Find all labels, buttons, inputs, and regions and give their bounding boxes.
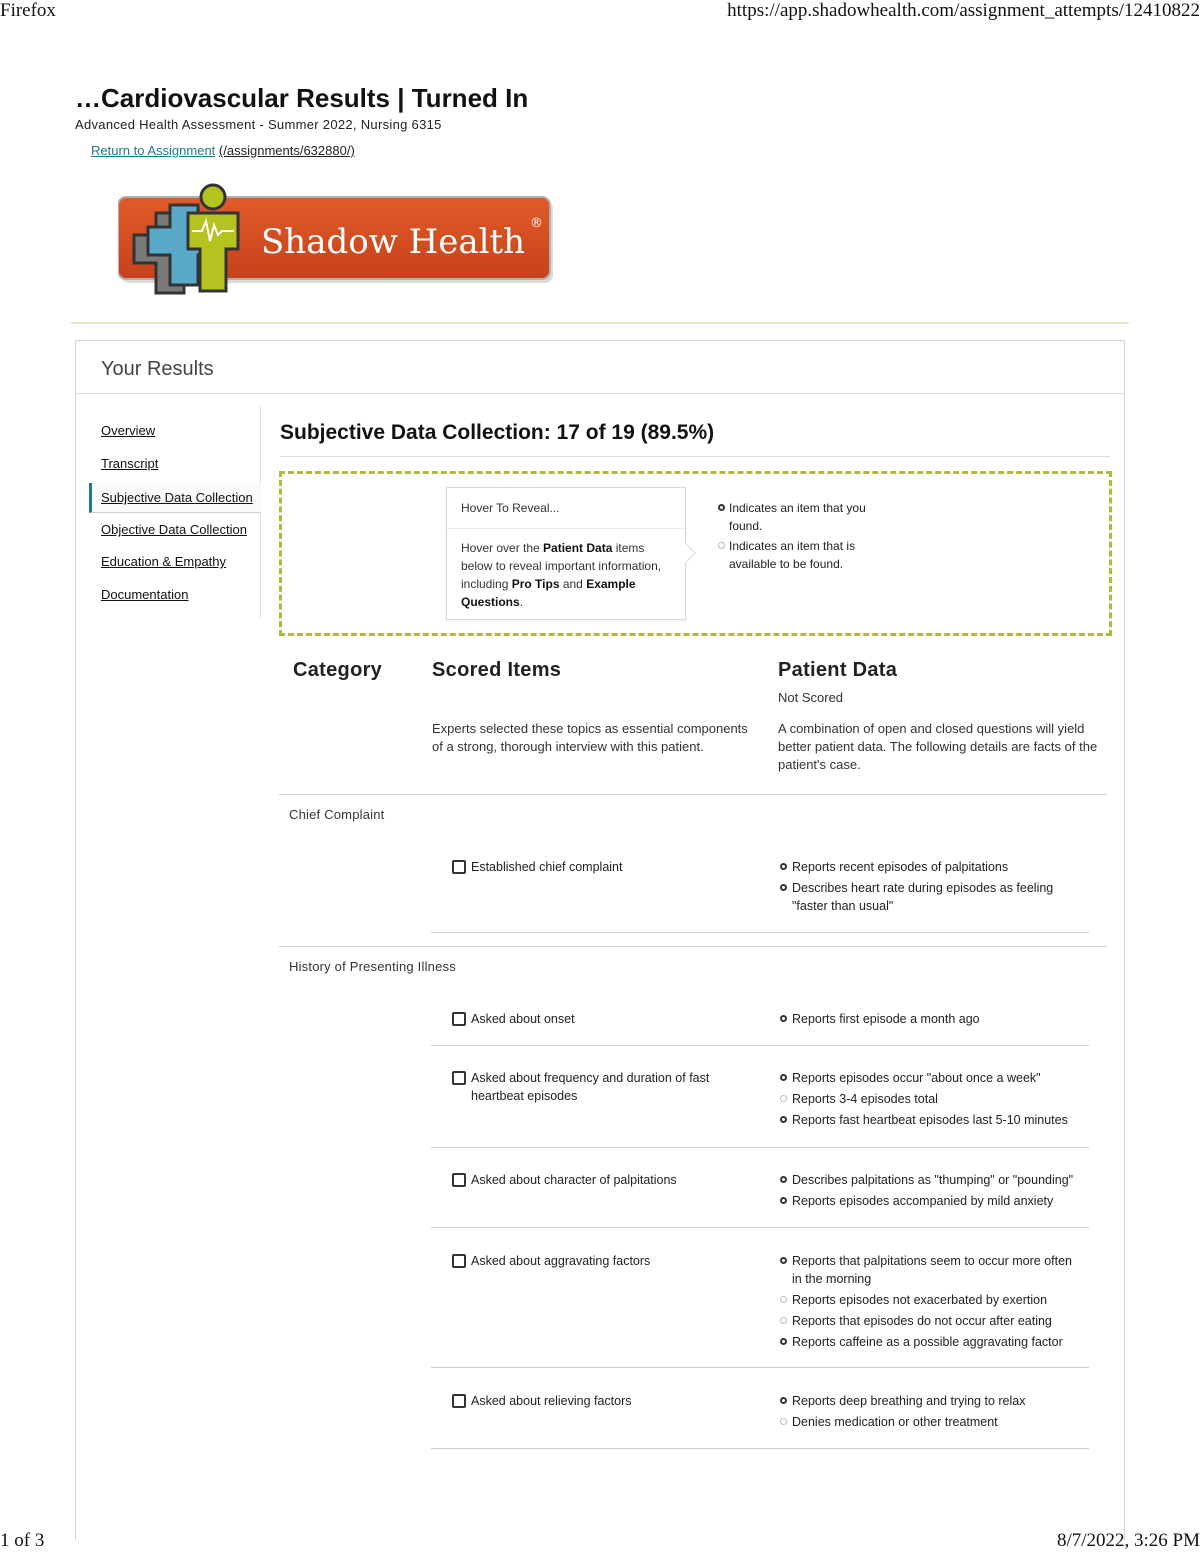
print-datetime: 8/7/2022, 3:26 PM [1056, 1530, 1200, 1551]
hover-divider [447, 528, 685, 529]
patient-data-item[interactable]: Describes heart rate during episodes as feeling "faster than usual" [780, 879, 1080, 915]
found-dot-icon [780, 1176, 787, 1183]
patient-data-item[interactable]: Reports 3-4 episodes total [780, 1090, 1080, 1108]
checkbox-icon[interactable] [452, 1173, 466, 1187]
print-footer [0, 1530, 1200, 1553]
available-dot-icon [718, 542, 725, 549]
patient-data-item[interactable]: Describes palpitations as "thumping" or "pounding" [780, 1171, 1080, 1189]
row-rule [431, 1045, 1089, 1046]
scored-item: Established chief complaint [452, 858, 752, 876]
found-dot-icon [780, 1397, 787, 1404]
patient-data-item[interactable]: Reports caffeine as a possible aggravating factor [780, 1333, 1080, 1351]
category-chief-complaint: Chief Complaint [289, 807, 385, 822]
patient-data-item[interactable]: Reports deep breathing and trying to relax [780, 1392, 1080, 1410]
legend-list [718, 499, 888, 575]
patient-data-item[interactable]: Reports recent episodes of palpitations [780, 858, 1080, 876]
patient-data-list [780, 1010, 1080, 1031]
page-title: …Cardiovascular Results | Turned In [75, 83, 529, 113]
not-scored-label: Not Scored [778, 690, 844, 705]
hover-to-reveal-card [446, 487, 686, 620]
scored-description: Experts selected these topics as essential components of a strong, thorough interview with this patient. [432, 721, 748, 754]
return-row [91, 143, 355, 158]
hover-instructions: Hover over the Patient Data items below to reveal important information, including Pro Tips and Example Questions. [461, 541, 662, 609]
column-patient-data: Patient Data [778, 659, 898, 681]
patient-data-item[interactable]: Reports that palpitations seem to occur more often in the morning [780, 1252, 1080, 1288]
row-rule [431, 1448, 1089, 1449]
section-rule [280, 456, 1110, 457]
legend-available: Indicates an item that is available to be found. [718, 537, 888, 573]
scored-item: Asked about relieving factors [452, 1392, 752, 1410]
patient-description: A combination of open and closed questions will yield better patient data. The following details are facts of the patient's case. [778, 721, 1098, 772]
return-to-assignment-link[interactable]: Return to Assignment [91, 143, 216, 158]
scored-item: Asked about frequency and duration of fast heartbeat episodes [452, 1069, 742, 1105]
checkbox-icon[interactable] [452, 860, 466, 874]
checkbox-icon[interactable] [452, 1012, 466, 1026]
results-card [75, 340, 1125, 1540]
row-rule [431, 1227, 1089, 1228]
available-dot-icon [780, 1418, 787, 1425]
browser-name: Firefox [0, 0, 56, 21]
column-scored-items: Scored Items [432, 659, 562, 681]
nav-documentation[interactable]: Documentation [101, 587, 189, 602]
scored-item: Asked about character of palpitations [452, 1171, 752, 1189]
found-dot-icon [780, 1015, 787, 1022]
available-dot-icon [780, 1296, 787, 1303]
checkbox-icon[interactable] [452, 1254, 466, 1268]
category-rule [279, 946, 1107, 947]
category-history-of-presenting-illness: History of Presenting Illness [289, 959, 456, 974]
found-dot-icon [780, 1116, 787, 1123]
patient-data-item[interactable]: Reports fast heartbeat episodes last 5-10 minutes [780, 1111, 1080, 1129]
hover-card-arrow [676, 543, 696, 563]
nav-transcript[interactable]: Transcript [101, 456, 159, 471]
hover-title: Hover To Reveal... [461, 501, 560, 515]
checkbox-icon[interactable] [452, 1071, 466, 1085]
patient-data-list [780, 1252, 1080, 1354]
separator [71, 322, 1129, 324]
legend-box [279, 471, 1112, 636]
print-header [0, 0, 1200, 24]
results-title: Your Results [101, 358, 214, 380]
legend-found: Indicates an item that you found. [718, 499, 888, 535]
found-dot-icon [780, 884, 787, 891]
section-title: Subjective Data Collection: 17 of 19 (89.5%) [280, 421, 715, 444]
return-path: (/assignments/632880/) [218, 143, 355, 158]
page-count: 1 of 3 [0, 1530, 45, 1551]
logo-registered: ® [530, 216, 543, 231]
row-rule [431, 1147, 1089, 1148]
patient-data-item[interactable]: Reports episodes not exacerbated by exertion [780, 1291, 1080, 1309]
found-dot-icon [780, 1197, 787, 1204]
patient-data-item[interactable]: Reports episodes occur "about once a week" [780, 1069, 1080, 1087]
nav-objective-data-collection[interactable]: Objective Data Collection [101, 522, 247, 537]
patient-data-item[interactable]: Reports episodes accompanied by mild anxiety [780, 1192, 1080, 1210]
nav-education-empathy[interactable]: Education & Empathy [101, 554, 227, 569]
nav-overview[interactable]: Overview [101, 423, 156, 438]
patient-data-list [780, 1069, 1080, 1132]
page-url: https://app.shadowhealth.com/assignment_attempts/12410822 [727, 0, 1200, 21]
nav-subjective-data-collection[interactable]: Subjective Data Collection [89, 483, 261, 513]
available-dot-icon [780, 1095, 787, 1102]
results-sidenav [89, 406, 261, 618]
patient-data-item[interactable]: Reports first episode a month ago [780, 1010, 1080, 1028]
patient-data-list [780, 1171, 1080, 1213]
patient-data-item[interactable]: Denies medication or other treatment [780, 1413, 1080, 1431]
available-dot-icon [780, 1317, 787, 1324]
checkbox-icon[interactable] [452, 1394, 466, 1408]
found-dot-icon [780, 1074, 787, 1081]
found-dot-icon [718, 504, 725, 511]
column-category: Category [293, 659, 383, 681]
category-rule [279, 794, 1107, 795]
shadow-health-logo [118, 183, 558, 298]
found-dot-icon [780, 1257, 787, 1264]
logo-text: Shadow Health [261, 222, 526, 262]
found-dot-icon [780, 1338, 787, 1345]
patient-data-item[interactable]: Reports that episodes do not occur after eating [780, 1312, 1080, 1330]
scored-item: Asked about aggravating factors [452, 1252, 752, 1270]
course-subtitle: Advanced Health Assessment - Summer 2022, Nursing 6315 [75, 117, 442, 132]
scored-item: Asked about onset [452, 1010, 752, 1028]
patient-data-list [780, 1392, 1080, 1434]
row-rule [431, 1367, 1089, 1368]
row-rule [431, 932, 1089, 933]
found-dot-icon [780, 863, 787, 870]
results-header [76, 341, 1124, 394]
patient-data-list [780, 858, 1080, 918]
